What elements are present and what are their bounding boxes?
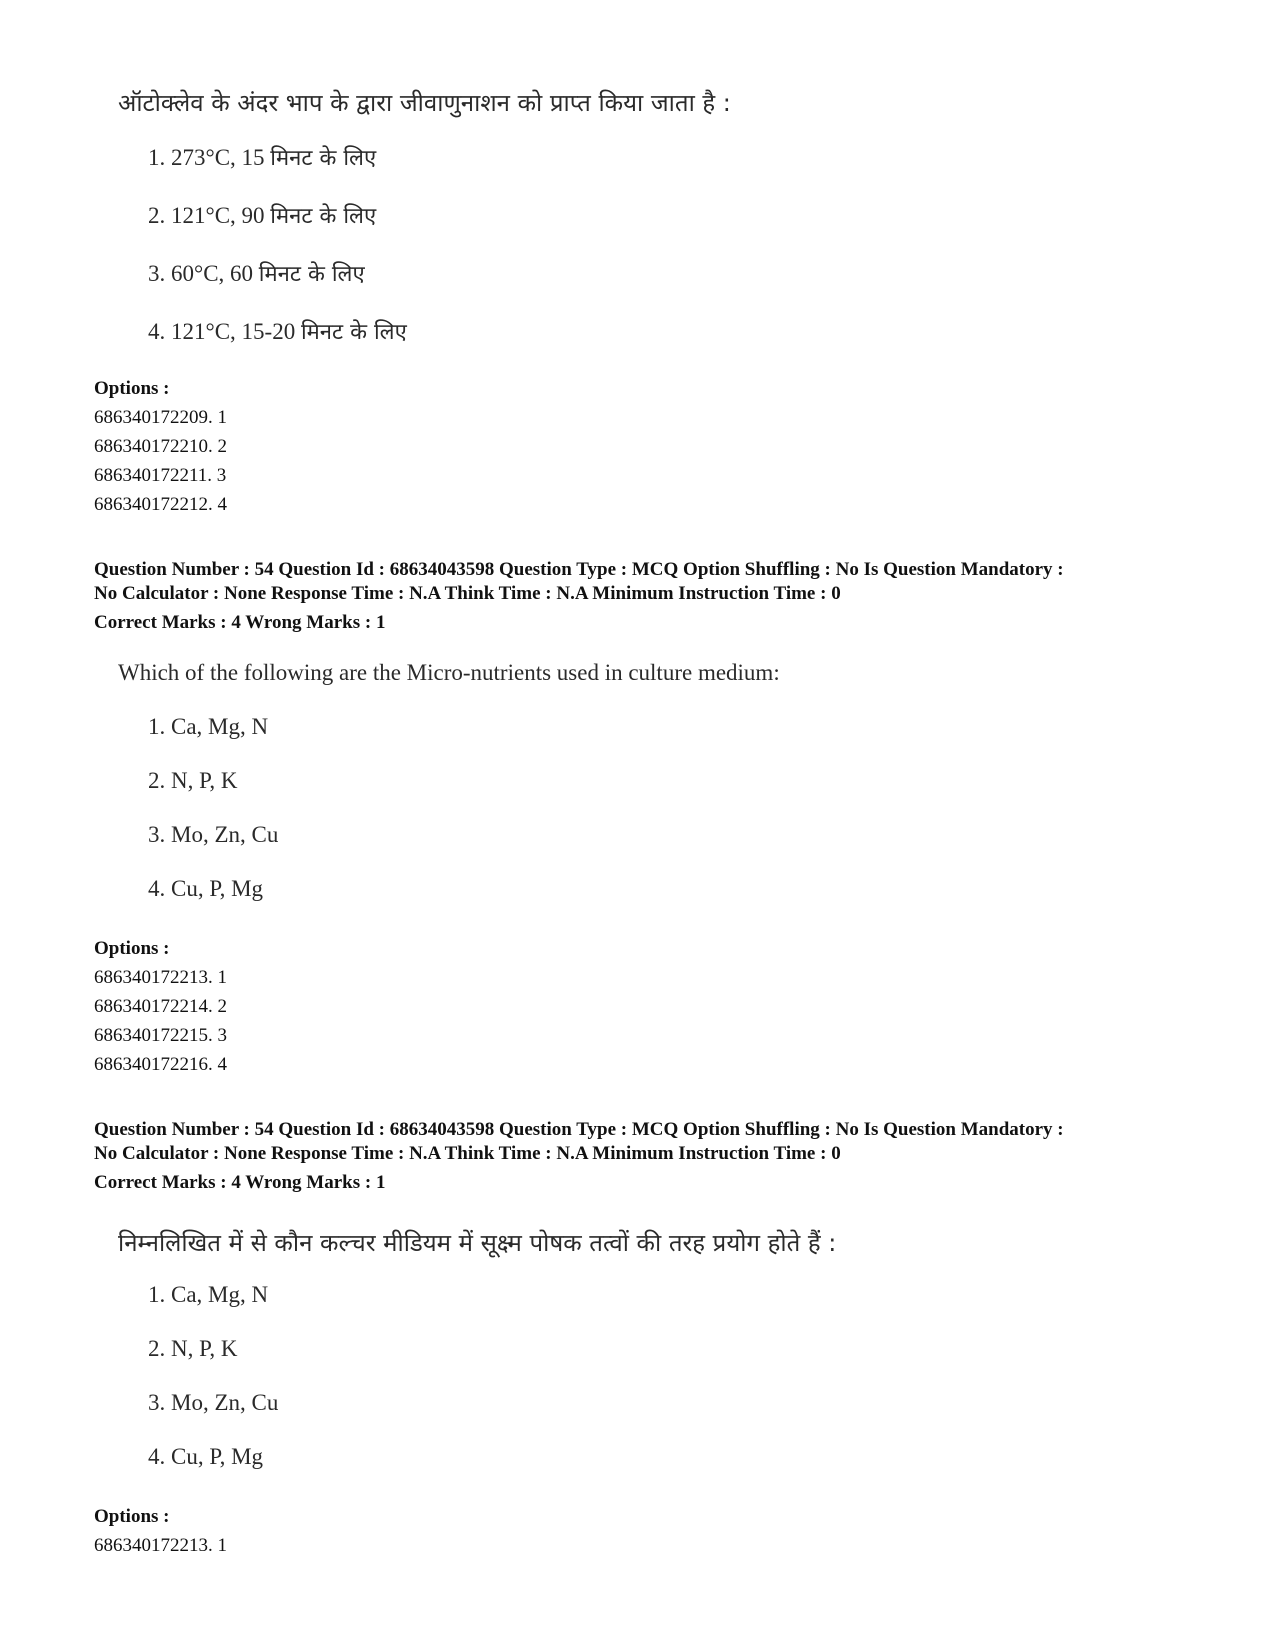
options-label: Options : xyxy=(94,378,170,399)
choice-value: 60°C, 60 xyxy=(171,261,254,286)
question-marks: Correct Marks : 4 Wrong Marks : 1 xyxy=(94,1172,386,1193)
choice-1: 1. Ca, Mg, N xyxy=(148,714,269,739)
choice-4 xyxy=(148,316,407,346)
question-meta-line-2: No Calculator : None Response Time : N.A Think Time : N.A Minimum Instruction Time : 0 xyxy=(94,1143,841,1164)
choice-1: 1. Ca, Mg, N xyxy=(148,1282,269,1307)
question-marks: Correct Marks : 4 Wrong Marks : 1 xyxy=(94,612,386,633)
question-meta-line-2: No Calculator : None Response Time : N.A Think Time : N.A Minimum Instruction Time : 0 xyxy=(94,583,841,604)
choice-unit: मिनट के लिए xyxy=(270,146,377,171)
option-id-line: 686340172212. 4 xyxy=(94,494,227,515)
question-text-hindi-autoclave: ऑटोक्लेव के अंदर भाप के द्वारा जीवाणुनाशन को प्राप्त किया जाता है : xyxy=(118,89,731,117)
choice-number: 2. xyxy=(148,203,166,228)
choice-4: 4. Cu, P, Mg xyxy=(148,1444,264,1469)
choice-value: 121°C, 15-20 xyxy=(171,319,296,344)
question-meta-line-1: Question Number : 54 Question Id : 68634043598 Question Type : MCQ Option Shuffling : No Is Question Mandatory : xyxy=(94,559,1064,580)
choice-2: 2. N, P, K xyxy=(148,1336,238,1361)
option-id-line: 686340172209. 1 xyxy=(94,407,227,428)
choice-3: 3. Mo, Zn, Cu xyxy=(148,1390,279,1415)
choice-number: 1. xyxy=(148,145,166,170)
choice-unit: मिनट के लिए xyxy=(270,204,377,229)
choice-4: 4. Cu, P, Mg xyxy=(148,876,264,901)
choice-2 xyxy=(148,200,376,230)
choice-number: 3. xyxy=(148,261,166,286)
choice-3 xyxy=(148,258,365,288)
choice-value: 273°C, 15 xyxy=(171,145,265,170)
question-text-english-micronutrients: Which of the following are the Micro-nutrients used in culture medium: xyxy=(118,660,780,685)
question-meta-line-1: Question Number : 54 Question Id : 68634043598 Question Type : MCQ Option Shuffling : No Is Question Mandatory : xyxy=(94,1119,1064,1140)
choice-1 xyxy=(148,142,376,172)
options-label: Options : xyxy=(94,938,170,959)
choice-unit: मिनट के लिए xyxy=(258,262,365,287)
choice-number: 4. xyxy=(148,319,166,344)
choice-value: 121°C, 90 xyxy=(171,203,265,228)
choice-2: 2. N, P, K xyxy=(148,768,238,793)
options-label: Options : xyxy=(94,1506,170,1527)
choice-3: 3. Mo, Zn, Cu xyxy=(148,822,279,847)
option-id-line: 686340172216. 4 xyxy=(94,1054,227,1075)
choice-unit: मिनट के लिए xyxy=(300,320,407,345)
option-id-line: 686340172213. 1 xyxy=(94,967,227,988)
option-id-line: 686340172213. 1 xyxy=(94,1535,227,1556)
option-id-line: 686340172210. 2 xyxy=(94,436,227,457)
option-id-line: 686340172214. 2 xyxy=(94,996,227,1017)
option-id-line: 686340172211. 3 xyxy=(94,465,227,486)
option-id-line: 686340172215. 3 xyxy=(94,1025,227,1046)
question-text-hindi-micronutrients: निम्नलिखित में से कौन कल्चर मीडियम में सूक्ष्म पोषक तत्वों की तरह प्रयोग होते हैं : xyxy=(118,1229,837,1257)
